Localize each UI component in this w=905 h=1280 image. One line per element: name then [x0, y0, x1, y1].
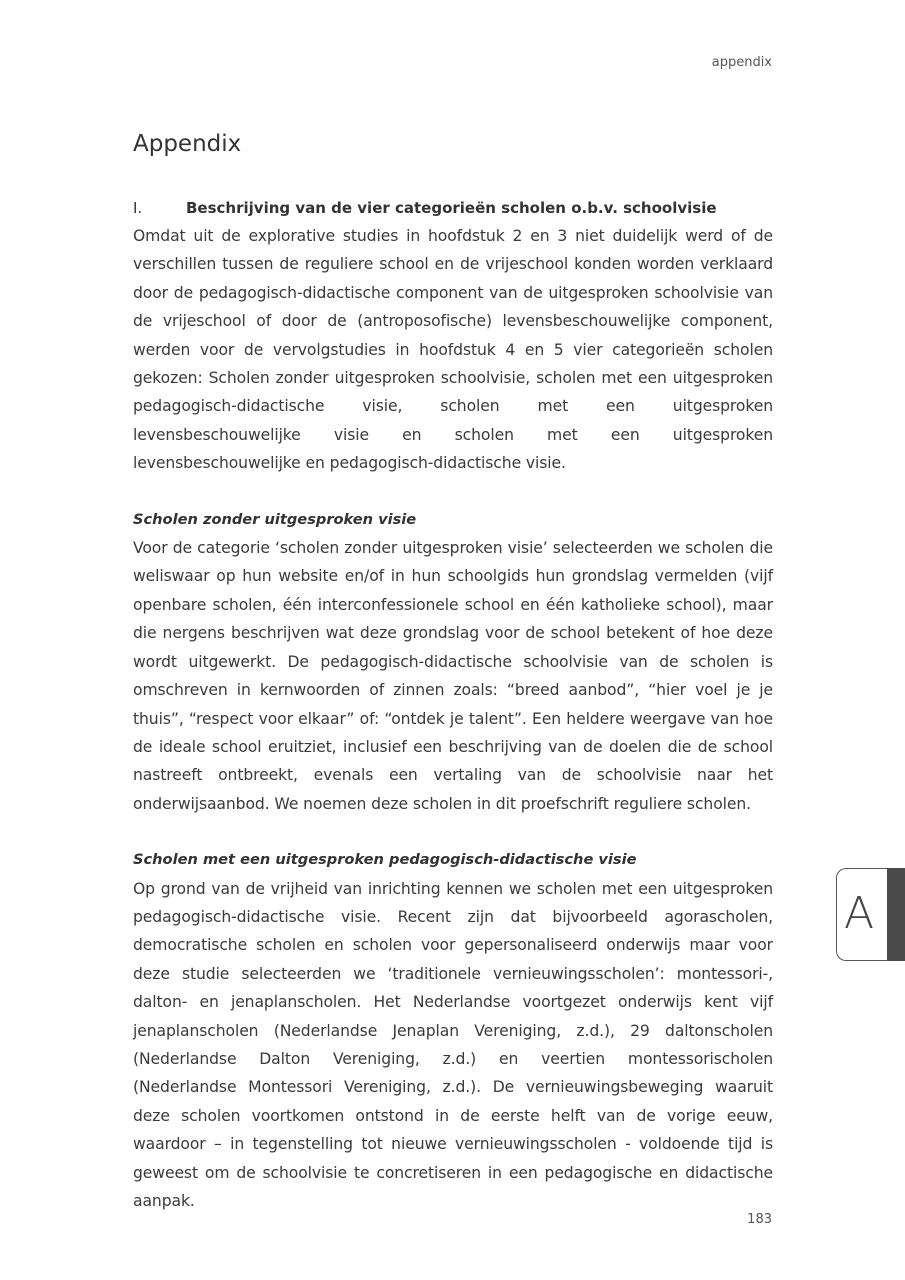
- section-intro-paragraph: Omdat uit de explorative studies in hoofdstuk 2 en 3 niet duidelijk werd of de verschillen tussen de reguliere school en de vrijeschool konden worden verklaard door de pedagogisch-didactische component van de uitgesproken schoolvisie van de vrijeschool of door de (antroposofische) levensbeschouwelijke component, werden voor de vervolgstudies in hoofdstuk 4 en 5 vier categorieën scholen gekozen: Scholen zonder uitgesproken schoolvisie, scholen met een uitgesproken pedagogisch-didactische visie, scholen met een uitgesproken levensbeschouwelijke visie en scholen met een uitgesproken levensbeschouwelijke en pedagogisch-didactische visie.: [133, 227, 773, 473]
- section-number: I.: [133, 199, 143, 217]
- subsection-heading-pedagogical-vision: Scholen met een uitgesproken pedagogisch-didactische visie: [133, 851, 637, 869]
- page-content: [133, 128, 773, 1215]
- subsection-paragraph-no-vision: Voor de categorie ‘scholen zonder uitgesproken visie’ selecteerden we scholen die weliswaar op hun website en/of in hun schoolgids hun grondslag vermelden (vijf openbare scholen, één interconfessionele school en één katholieke school), maar die nergens beschrijven wat deze grondslag voor de school betekent of hoe deze wordt uitgewerkt. De pedagogisch-didactische schoolvisie van de scholen is omschreven in kernwoorden of zinnen zoals: “breed aanbod”, “hier voel je je thuis”, “respect voor elkaar” of: “ontdek je talent”. Een heldere weergave van hoe de ideale school eruitziet, inclusief een beschrijving van de doelen die de school nastreeft ontbreekt, evenals een vertaling van de schoolvisie naar het onderwijsaanbod. We noemen deze scholen in dit proefschrift reguliere scholen.: [133, 539, 773, 813]
- running-header: appendix: [711, 55, 772, 70]
- subsection-paragraph-pedagogical-vision: Op grond van de vrijheid van inrichting kennen we scholen met een uitgesproken pedagogisch-didactische visie. Recent zijn dat bijvoorbeeld agorascholen, democratische scholen en scholen voor gepersonaliseerd onderwijs maar voor deze studie selecteerden we ‘traditionele vernieuwingsscholen’: montessori-, dalton- en jenaplanscholen. Het Nederlandse voortgezet onderwijs kent vijf jenaplanscholen (Nederlandse Jenaplan Vereniging, z.d.), 29 daltonscholen (Nederlandse Dalton Vereniging, z.d.) en veertien montessorischolen (Nederlandse Montessori Vereniging, z.d.). De vernieuwingsbeweging waaruit deze scholen voortkomen ontstond in de eerste helft van de vorige eeuw, waardoor – in tegenstelling tot nieuwe vernieuwingsscholen - voldoende tijd is geweest om de schoolvisie te concretiseren in een pedagogische en didactische aanpak.: [133, 879, 773, 1210]
- appendix-thumb-tab: [836, 868, 905, 961]
- subsection-heading-no-vision: Scholen zonder uitgesproken visie: [133, 510, 417, 528]
- thumb-tab-letter: A: [843, 888, 875, 939]
- page-title: Appendix: [133, 131, 242, 157]
- section-title: Beschrijving van de vier categorieën scholen o.b.v. schoolvisie: [186, 199, 717, 217]
- page-number: 183: [747, 1212, 772, 1227]
- section-heading: [133, 194, 773, 222]
